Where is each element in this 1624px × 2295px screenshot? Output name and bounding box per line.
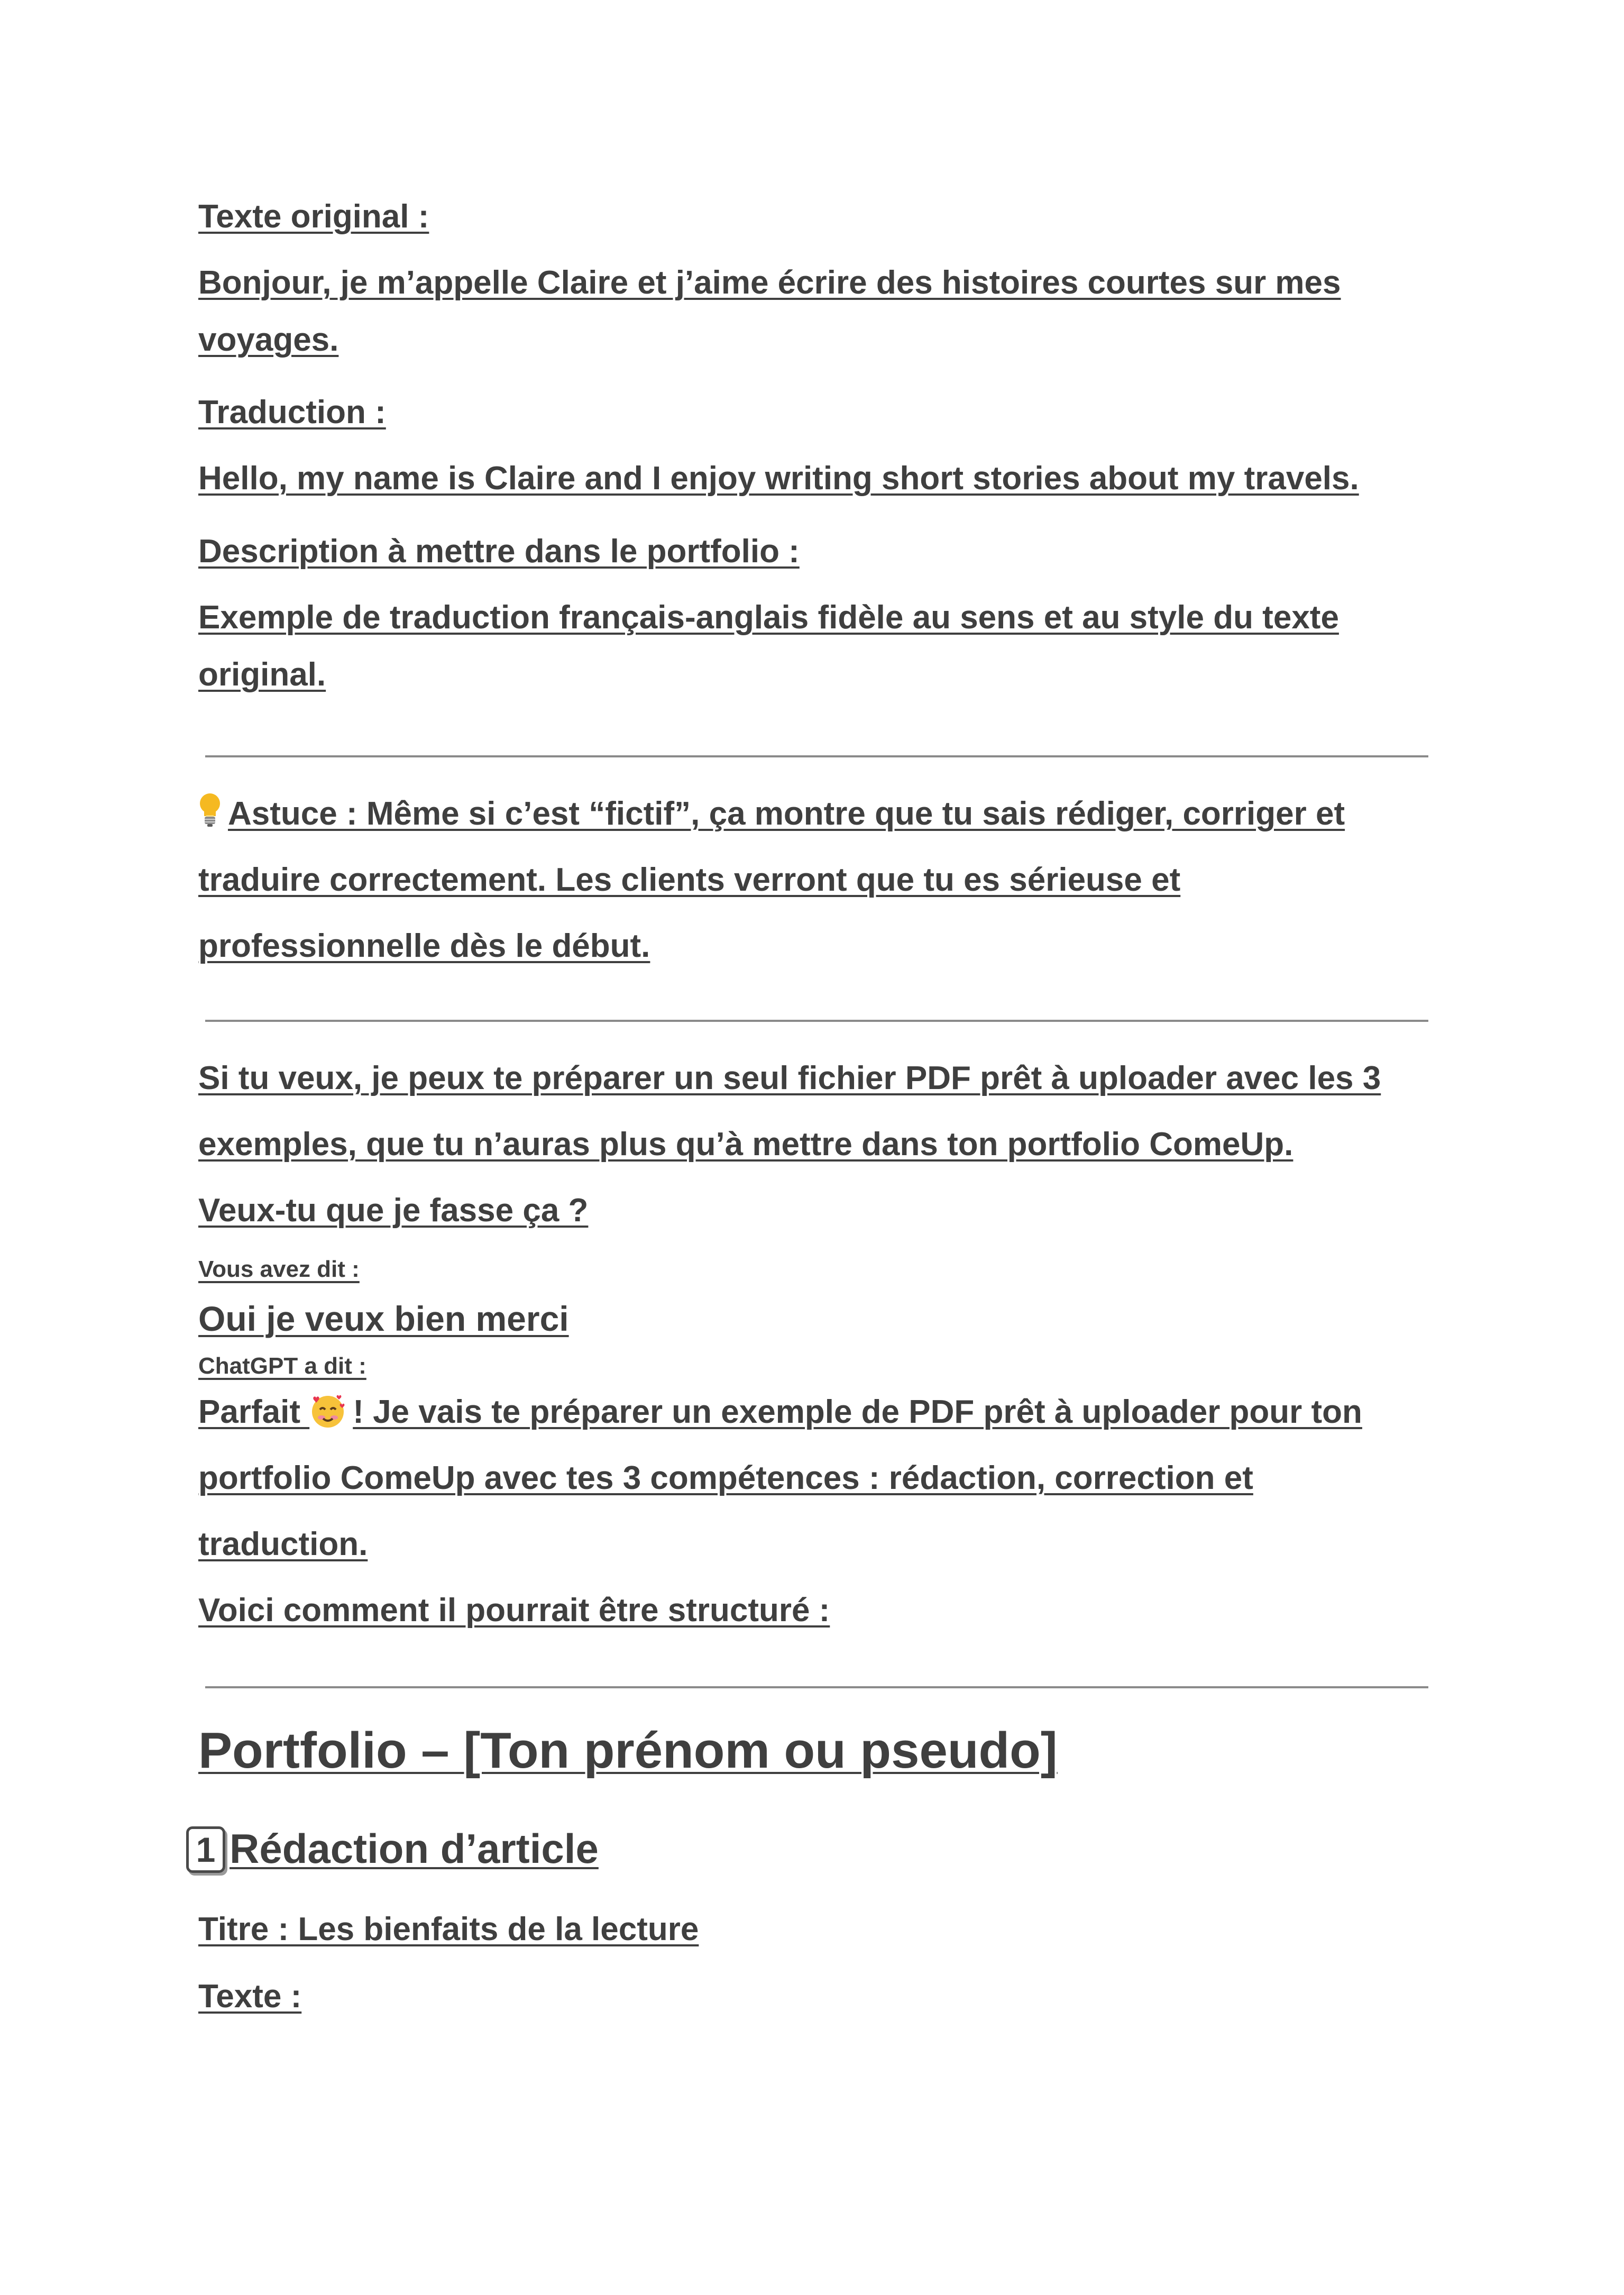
tip-line-1-text: Astuce : Même si c’est “fictif”, ça montre que tu sais rédiger, corriger et	[228, 796, 1345, 832]
assistant-reply-line-2: portfolio ComeUp avec tes 3 compétences : rédaction, correction et	[198, 1460, 1253, 1496]
horizontal-divider	[205, 1686, 1428, 1688]
tip-line-3: professionnelle dès le début.	[198, 928, 650, 964]
tip-line-1	[198, 785, 1345, 843]
keycap-digit-one-icon: 1	[186, 1826, 225, 1873]
assistant-reply-line-1	[198, 1383, 1362, 1441]
original-text-label: Texte original :	[198, 198, 429, 235]
article-text-label: Texte :	[198, 1978, 302, 2015]
assistant-reply-line-1-end: ! Je vais te préparer un exemple de PDF prêt à uploader pour ton	[353, 1394, 1362, 1430]
horizontal-divider	[205, 755, 1428, 757]
original-text-line-2: voyages.	[198, 322, 339, 358]
article-title: Titre : Les bienfaits de la lecture	[198, 1911, 699, 1947]
translation-label: Traduction :	[198, 394, 386, 431]
offer-line-1: Si tu veux, je peux te préparer un seul fichier PDF prêt à uploader avec les 3	[198, 1060, 1381, 1096]
lightbulb-icon	[198, 785, 222, 843]
user-message-label: Vous avez dit :	[198, 1256, 360, 1282]
description-line-2: original.	[198, 656, 326, 693]
assistant-reply-line-4: Voici comment il pourrait être structuré :	[198, 1592, 830, 1629]
translation-text: Hello, my name is Claire and I enjoy writing short stories about my travels.	[198, 460, 1359, 497]
offer-line-3: Veux‑tu que je fasse ça ?	[198, 1192, 589, 1229]
section-heading-text: Rédaction d’article	[230, 1825, 599, 1872]
assistant-reply-line-3: traduction.	[198, 1526, 368, 1562]
assistant-message-label: ChatGPT a dit :	[198, 1353, 366, 1379]
offer-line-2: exemples, que tu n’auras plus qu’à mettre dans ton portfolio ComeUp.	[198, 1126, 1293, 1163]
smiling-face-with-hearts-icon	[309, 1383, 346, 1441]
portfolio-title: Portfolio – [Ton prénom ou pseudo]	[198, 1722, 1058, 1779]
assistant-reply-line-1-start: Parfait	[198, 1394, 300, 1430]
horizontal-divider	[205, 1020, 1428, 1022]
description-line-1: Exemple de traduction français-anglais fidèle au sens et au style du texte	[198, 599, 1339, 636]
user-message-text: Oui je veux bien merci	[198, 1299, 569, 1338]
description-label: Description à mettre dans le portfolio :	[198, 533, 800, 570]
original-text-line-1: Bonjour, je m’appelle Claire et j’aime écrire des histoires courtes sur mes	[198, 264, 1341, 301]
tip-line-2: traduire correctement. Les clients verront que tu es sérieuse et	[198, 862, 1181, 898]
section-heading	[186, 1819, 599, 1878]
